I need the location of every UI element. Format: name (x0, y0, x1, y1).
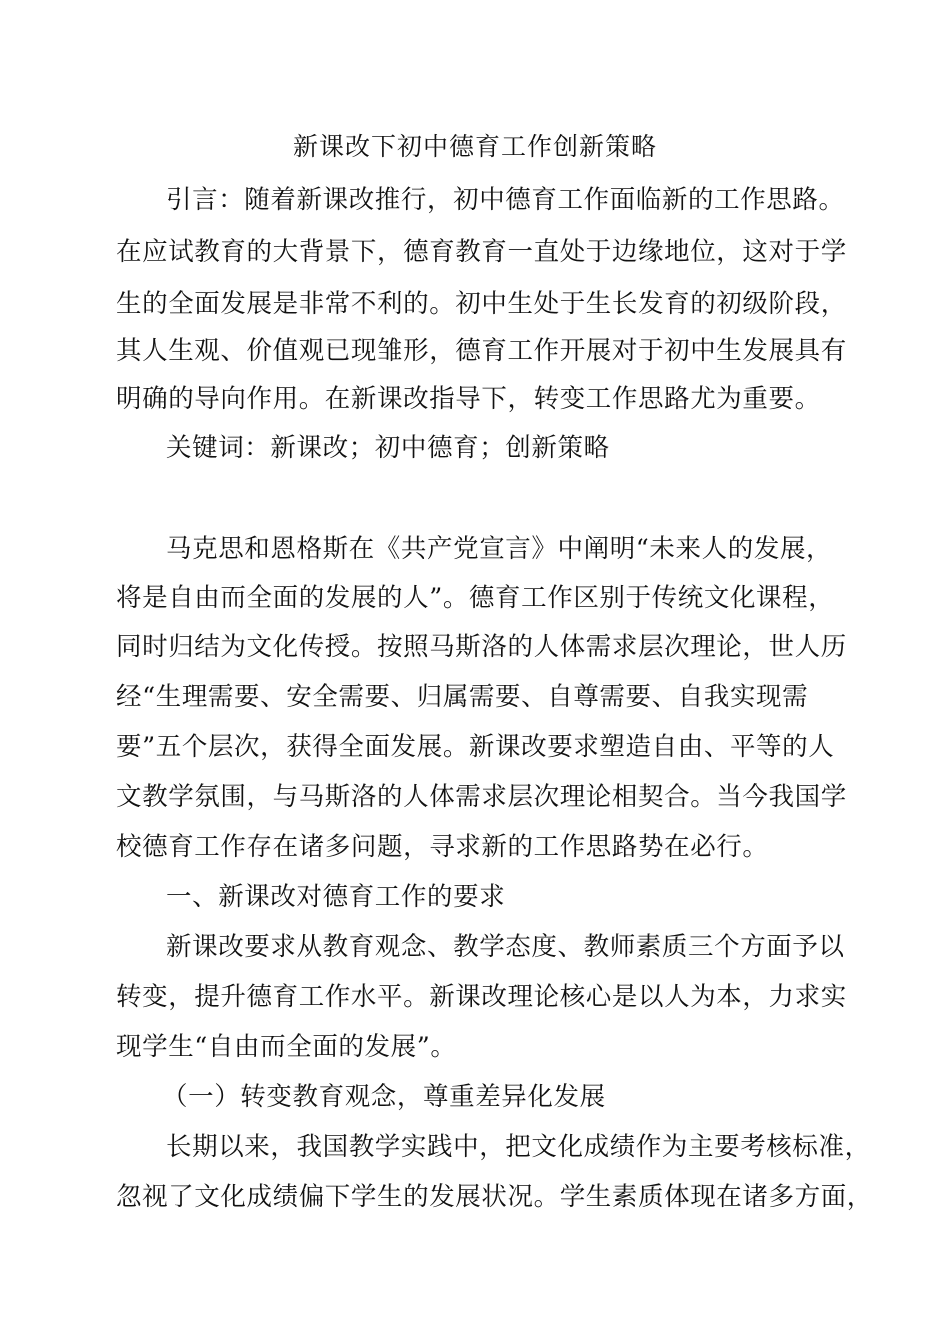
section-heading: 一、新课改对德育工作的要求 (166, 882, 506, 912)
intro-line: 引言：随着新课改推行，初中德育工作面临新的工作思路。 (166, 185, 845, 215)
body-line: 新课改要求从教育观念、教学态度、教师素质三个方面予以 (166, 932, 845, 962)
subsection-heading: （一）转变教育观念，尊重差异化发展 (162, 1082, 606, 1112)
document-title: 新课改下初中德育工作创新策略 (292, 132, 657, 161)
intro-line: 明确的导向作用。在新课改指导下，转变工作思路尤为重要。 (116, 384, 821, 414)
body-line: 忽视了文化成绩偏下学生的发展状况。学生素质体现在诸多方面， (116, 1182, 873, 1212)
body-line: 经“生理需要、安全需要、归属需要、自尊需要、自我实现需 (116, 682, 809, 712)
intro-line: 其人生观、价值观已现雏形，德育工作开展对于初中生发展具有 (116, 336, 847, 366)
body-line: 文教学氛围，与马斯洛的人体需求层次理论相契合。当今我国学 (116, 782, 847, 812)
body-line: 校德育工作存在诸多问题，寻求新的工作思路势在必行。 (116, 832, 769, 862)
intro-line: 生的全面发展是非常不利的。初中生处于生长发育的初级阶段， (116, 289, 847, 319)
body-line: 马克思和恩格斯在《共产党宣言》中阐明“未来人的发展， (166, 534, 833, 564)
body-line: 同时归结为文化传授。按照马斯洛的人体需求层次理论，世人历 (116, 632, 847, 662)
keywords-line: 关键词：新课改；初中德育；创新策略 (166, 433, 610, 463)
body-line: 长期以来，我国教学实践中，把文化成绩作为主要考核标准， (166, 1132, 871, 1162)
body-line: 要”五个层次，获得全面发展。新课改要求塑造自由、平等的人 (116, 732, 835, 762)
body-line: 现学生“自由而全面的发展”。 (116, 1032, 457, 1062)
body-line: 将是自由而全面的发展的人”。德育工作区别于传统文化课程， (116, 583, 835, 613)
intro-line: 在应试教育的大背景下，德育教育一直处于边缘地位，这对于学 (116, 237, 847, 267)
body-line: 转变，提升德育工作水平。新课改理论核心是以人为本，力求实 (116, 982, 847, 1012)
